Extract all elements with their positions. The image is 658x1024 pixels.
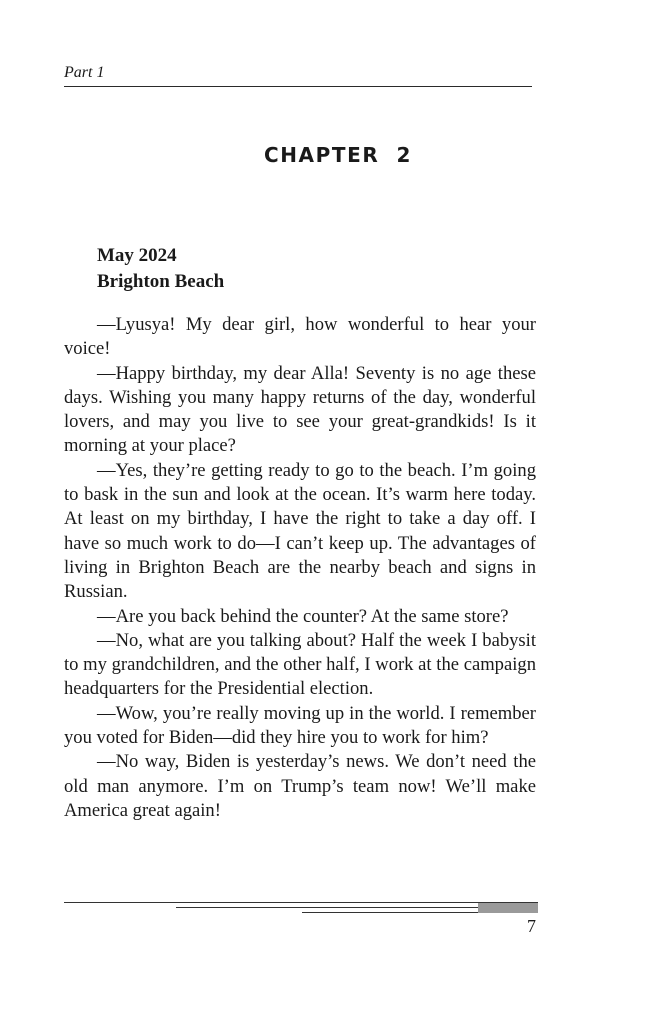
dateline-place: Brighton Beach [97, 271, 225, 292]
chapter-title [38, 143, 638, 167]
paragraph: —Lyusya! My dear girl, how wonderful to hear your voice! [64, 314, 536, 360]
body-text [64, 313, 536, 823]
header-rule [64, 86, 532, 87]
running-head: Part 1 [64, 64, 105, 81]
paragraph: —Are you back behind the counter? At the same store? [97, 605, 509, 627]
footer-rules [64, 900, 538, 916]
page-number: 7 [527, 916, 536, 936]
dateline-date: May 2024 [97, 245, 177, 266]
footer-accent-bar [478, 903, 538, 913]
paragraph: —Happy birthday, my dear Alla! Seventy is no age these days. Wishing you many happy returns of the day, wonderful lovers, and may you live to see your great-grandkids! Is it morning at your place? [64, 362, 536, 457]
paragraph: —No, what are you talking about? Half the week I babysit to my grandchildren, and the other half, I work at the campaign headquarters for the Presidential election. [64, 629, 536, 700]
dateline [97, 243, 224, 295]
paragraph: —Wow, you’re really moving up in the world. I remember you voted for Biden—did they hire you to work for him? [64, 702, 536, 749]
chapter-title-text: CHAPTER 2 [263, 143, 413, 167]
footer-rule [64, 902, 538, 903]
paragraph: —Yes, they’re getting ready to go to the beach. I’m going to bask in the sun and look at the ocean. It’s warm here today. At least on my birthday, I have the right to take a day off. I have so much work to do—I can’t keep up. The advantages of living in Brighton Beach are the nearby beach and signs in Russian. [64, 459, 536, 603]
paragraph: —No way, Biden is yesterday’s news. We don’t need the old man anymore. I’m on Trump’s team now! We’ll make America great again! [64, 751, 536, 821]
